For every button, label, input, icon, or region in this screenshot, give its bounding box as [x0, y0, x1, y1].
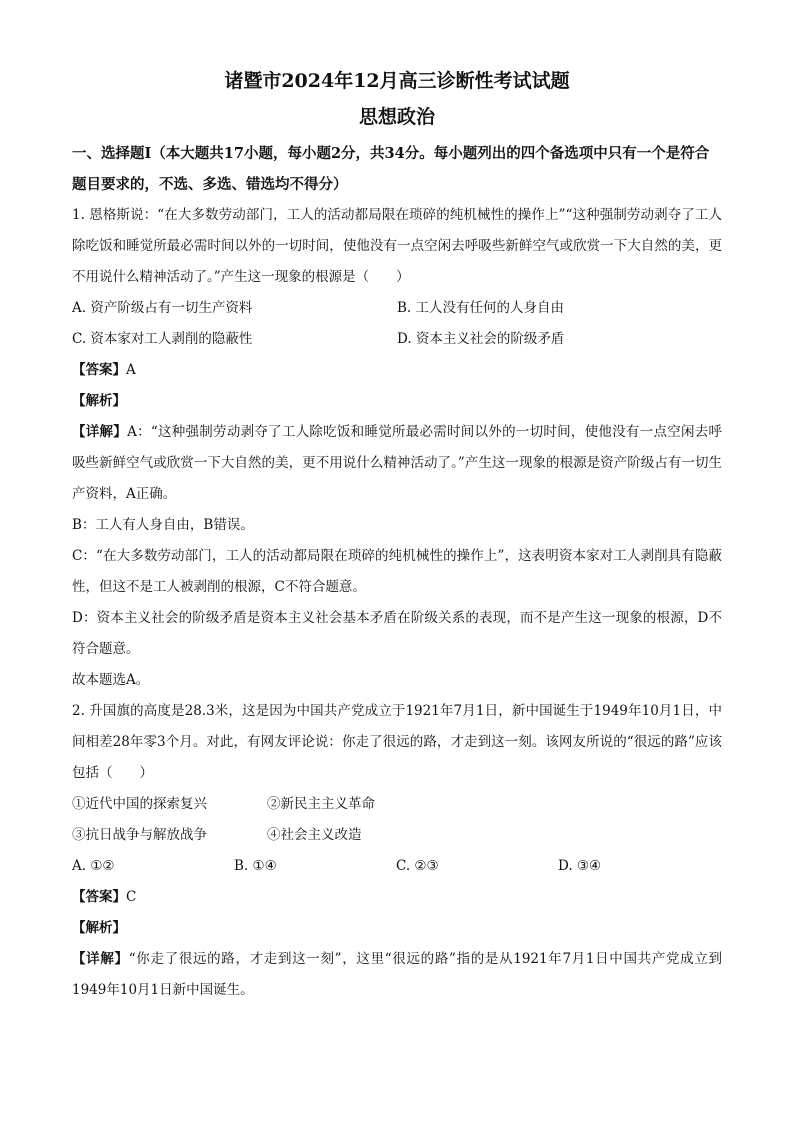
- q2-option-a: A. ①②: [72, 858, 115, 874]
- q1-option-c: C. 资本家对工人剥削的隐蔽性: [72, 331, 253, 347]
- q2-option-d: D. ③④: [558, 858, 602, 874]
- q1-detail-b: B：工人有人身自由，B错误。: [72, 517, 254, 533]
- q2-answer: [72, 882, 722, 913]
- answer-tag: 【答案】: [72, 362, 126, 378]
- q1-option-d: D. 资本主义社会的阶级矛盾: [397, 331, 565, 347]
- q2-option-b: B. ①④: [234, 858, 277, 874]
- exam-page: [72, 60, 722, 1006]
- q2-detail: [72, 944, 722, 1006]
- q1-option-b: B. 工人没有任何的人身自由: [397, 300, 565, 316]
- question-1-options: [72, 293, 722, 355]
- analysis-tag: 【解析】: [72, 393, 126, 409]
- analysis-tag: 【解析】: [72, 920, 126, 936]
- q2-item-1: ①近代中国的探索复兴: [72, 796, 207, 812]
- q2-item-2: ②新民主主义革命: [267, 796, 375, 812]
- q1-detail-a: [72, 417, 722, 510]
- detail-tag: 【详解】: [72, 424, 128, 440]
- section-heading: 一、选择题Ⅰ（本大题共17小题，每小题2分，共34分。每小题列出的四个备选项中只有一个是符合题目要求的，不选、多选、错选均不得分）: [72, 145, 710, 193]
- q1-detail-d: D：资本主义社会的阶级矛盾是资本主义社会基本矛盾在阶级关系的表现，而不是产生这一现象的根源，D不符合题意。: [72, 610, 722, 657]
- question-2-options: [72, 851, 722, 882]
- answer-value: C: [126, 889, 137, 905]
- question-2-items-row-2: [72, 820, 722, 851]
- detail-text: A：“这种强制劳动剥夺了工人除吃饭和睡觉所最必需时间以外的一切时间，使他没有一点空闲去呼吸些新鲜空气或欣赏一下大自然的美，更不用说什么精神活动了。”产生这一现象的根源是资产阶级占有一切生产资料，A正确。: [72, 424, 723, 502]
- answer-tag: 【答案】: [72, 889, 126, 905]
- q1-option-a: A. 资产阶级占有一切生产资料: [72, 300, 253, 316]
- page-title: 诸暨市2024年12月高三诊断性考试试题: [224, 70, 570, 92]
- answer-value: A: [126, 362, 136, 378]
- q1-answer: [72, 355, 722, 386]
- q2-item-4: ④社会主义改造: [267, 827, 362, 843]
- question-1-stem: 1. 恩格斯说：“在大多数劳动部门，工人的活动都局限在琐碎的纯机械性的操作上”“这种强制劳动剥夺了工人除吃饭和睡觉所最必需时间以外的一切时间，使他没有一点空闲去呼吸些新鲜空气或欣赏一下大自然的美，更不用说什么精神活动了。”产生这一现象的根源是（ ）: [72, 207, 722, 285]
- q2-item-3: ③抗日战争与解放战争: [72, 827, 207, 843]
- question-2-stem: 2. 升国旗的高度是28.3米，这是因为中国共产党成立于1921年7月1日，新中国诞生于1949年10月1日，中间相差28年零3个月。对此，有网友评论说：你走了很远的路，才走到这一刻。该网友所说的“很远的路”应该包括（ ）: [72, 703, 722, 781]
- q1-analysis: [72, 386, 722, 417]
- detail-text: “你走了很远的路，才走到这一刻”，这里“很远的路”指的是从1921年7月1日中国共产党成立到1949年10月1日新中国诞生。: [72, 951, 723, 998]
- question-2-items-row-1: [72, 789, 722, 820]
- subject-title: 思想政治: [358, 106, 435, 128]
- detail-tag: 【详解】: [72, 951, 129, 967]
- q1-conclusion: 故本题选A。: [72, 672, 150, 688]
- q1-detail-c: C：“在大多数劳动部门，工人的活动都局限在琐碎的纯机械性的操作上”，这表明资本家对工人剥削具有隐蔽性，但这不是工人被剥削的根源，C不符合题意。: [72, 548, 722, 595]
- q2-option-c: C. ②③: [396, 858, 439, 874]
- q2-analysis: [72, 913, 722, 944]
